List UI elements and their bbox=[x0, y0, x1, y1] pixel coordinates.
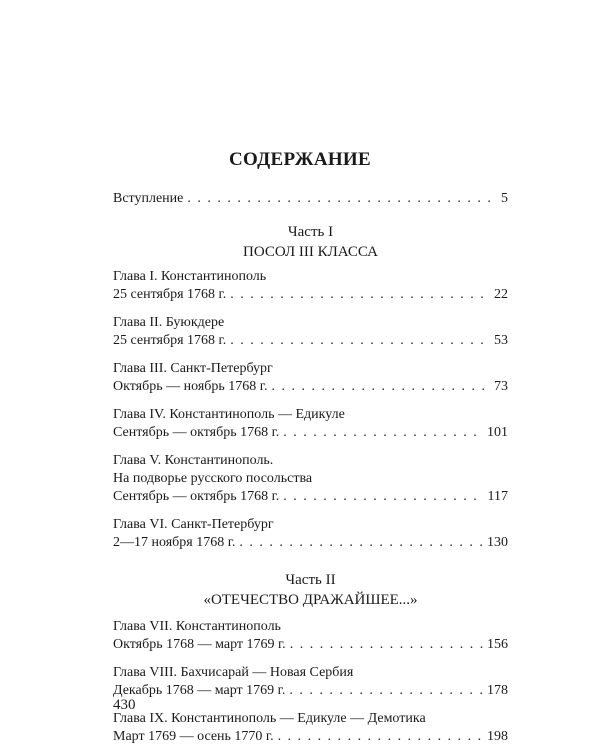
entry-page: 5 bbox=[501, 191, 508, 206]
entry-title: Глава I. Константинополь bbox=[113, 269, 267, 284]
entry-page: 178 bbox=[487, 683, 508, 698]
entry-page: 73 bbox=[494, 379, 508, 394]
part-label: Часть II bbox=[285, 572, 336, 588]
entry-page: 22 bbox=[494, 287, 508, 302]
entry-date: 25 сентября 1768 г. bbox=[113, 287, 227, 302]
toc-entry[interactable] bbox=[113, 360, 508, 396]
toc-entry[interactable] bbox=[113, 268, 508, 304]
dot-leader bbox=[230, 286, 490, 304]
entry-date: 25 сентября 1768 г. bbox=[113, 333, 227, 348]
entry-title: Глава VIII. Бахчисарай — Новая Сербия bbox=[113, 665, 354, 680]
part-name: ПОСОЛ III КЛАССА bbox=[243, 244, 378, 260]
entry-title: Глава IX. Константинополь — Едикуле — Демотика bbox=[113, 711, 426, 726]
dot-leader bbox=[289, 682, 483, 700]
dot-leader bbox=[283, 488, 483, 506]
entry-page: 53 bbox=[494, 333, 508, 348]
entry-page: 130 bbox=[487, 535, 508, 550]
entry-title: Глава V. Константинополь. bbox=[113, 453, 274, 468]
part-heading bbox=[113, 570, 508, 610]
dot-leader bbox=[278, 728, 483, 746]
entry-title: Глава VII. Константинополь bbox=[113, 619, 281, 634]
entry-date: Сентябрь — октябрь 1768 г. bbox=[113, 489, 280, 504]
toc-entry[interactable] bbox=[113, 664, 508, 700]
entry-subtitle: На подворье русского посольства bbox=[113, 471, 313, 486]
entry-date: Октябрь — ноябрь 1768 г. bbox=[113, 379, 268, 394]
dot-leader bbox=[239, 534, 483, 552]
toc-entry[interactable] bbox=[113, 314, 508, 350]
table-of-contents bbox=[113, 190, 508, 746]
entry-title: Глава IV. Константинополь — Едикуле bbox=[113, 407, 345, 422]
toc-entry[interactable] bbox=[113, 710, 508, 746]
part-name: «ОТЕЧЕСТВО ДРАЖАЙШЕЕ...» bbox=[203, 592, 418, 608]
dot-leader bbox=[283, 424, 483, 442]
part-label: Часть I bbox=[287, 224, 334, 240]
dot-leader bbox=[230, 332, 490, 350]
toc-entry[interactable] bbox=[113, 618, 508, 654]
entry-title: Глава II. Буюкдере bbox=[113, 315, 225, 330]
entry-page: 117 bbox=[487, 489, 508, 504]
entry-date: Сентябрь — октябрь 1768 г. bbox=[113, 425, 280, 440]
entry-title: Глава III. Санкт-Петербург bbox=[113, 361, 273, 376]
entry-page: 156 bbox=[487, 637, 508, 652]
entry-date: Март 1769 — осень 1770 г. bbox=[113, 729, 274, 744]
toc-entry-intro[interactable] bbox=[113, 190, 508, 208]
dot-leader bbox=[271, 378, 490, 396]
entry-label: Вступление bbox=[113, 191, 184, 206]
toc-entry[interactable] bbox=[113, 406, 508, 442]
entry-date: 2—17 ноября 1768 г. bbox=[113, 535, 236, 550]
page-number: 430 bbox=[113, 697, 136, 713]
toc-entry[interactable] bbox=[113, 452, 508, 506]
entry-title: Глава VI. Санкт-Петербург bbox=[113, 517, 274, 532]
toc-title: СОДЕРЖАНИЕ bbox=[229, 149, 371, 170]
part-heading bbox=[113, 222, 508, 262]
entry-date: Декабрь 1768 — март 1769 г. bbox=[113, 683, 286, 698]
entry-page: 198 bbox=[487, 729, 508, 744]
toc-entry[interactable] bbox=[113, 516, 508, 552]
entry-page: 101 bbox=[487, 425, 508, 440]
dot-leader bbox=[290, 636, 483, 654]
entry-date: Октябрь 1768 — март 1769 г. bbox=[113, 637, 286, 652]
dot-leader bbox=[187, 190, 497, 208]
